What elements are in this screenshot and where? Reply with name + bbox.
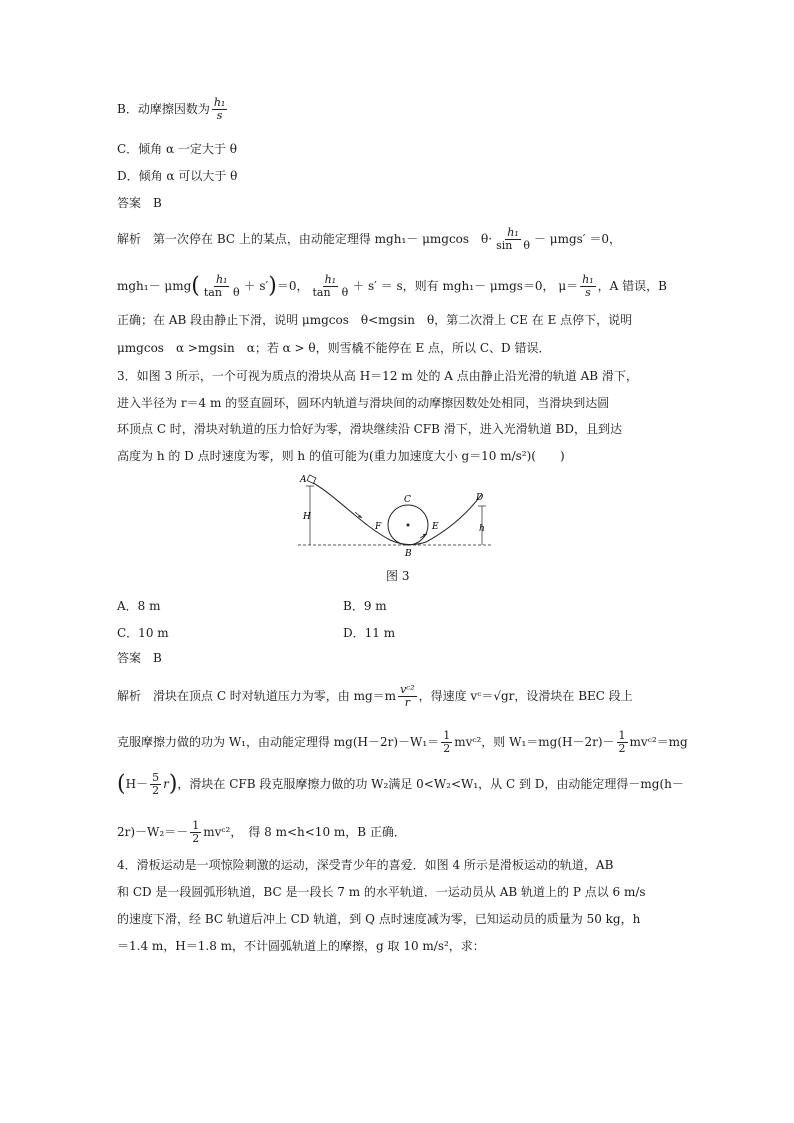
label-D: D — [476, 493, 484, 503]
q3-stem-line-1: 3．如图 3 所示，一个可视为质点的滑块从高 H＝12 m 处的 A 点由静止沿光滑的轨道 AB 滑下， — [117, 369, 638, 383]
q3-solution-line-4: 2r)－W₂＝－ $\frac{1}{2}$ mvᶜ²， 得 8 m<h<10 m，B 正确． — [117, 819, 406, 845]
q3-option-d: D．11 m — [343, 626, 396, 640]
q3-option-c: C．10 m — [117, 626, 169, 640]
q2-option-d: D．倾角 α 可以大于 θ — [117, 169, 238, 183]
q4-stem-line-3: 的速度下滑，经 BC 轨道后冲上 CD 轨道，到 Q 点时速度减为零，已知运动员的质量为 50 kg，h — [117, 912, 641, 926]
fraction: $\frac{5}{2}$ — [152, 771, 160, 797]
label-H: H — [303, 512, 311, 522]
q2-option-b: B．动摩擦因数为 $\frac{\text{h₁}}{s}$ — [117, 96, 226, 122]
q3-stem-line-2: 进入半径为 r＝4 m 的竖直圆环，圆环内轨道与滑块间的动摩擦因数处处相同，当滑块到达圆 — [117, 396, 610, 410]
label-B: B — [405, 549, 412, 559]
q3-option-b: B．9 m — [343, 599, 387, 613]
label-A: A — [300, 475, 307, 485]
loop-center — [407, 524, 410, 527]
fraction: $\frac{\text{h₁}}{\text{tan θ}}$ — [203, 273, 240, 299]
q2-solution-line-3: 正确；在 AB 段由静止下滑，说明 μmgcos θ<mgsin θ，第二次滑上 CE 在 E 点停下，说明 — [117, 313, 633, 327]
fraction: $\frac{\text{vᶜ²}}{r}$ — [400, 683, 415, 709]
figure-3-caption: 图 3 — [386, 569, 410, 583]
q3-answer: 答案 B — [117, 651, 162, 665]
q2-solution-line-4: μmgcos α >mgsin α；若 α > θ，则雪橇不能停在 E 点，所以 C、D 错误． — [117, 341, 551, 355]
q3-option-a: A．8 m — [117, 599, 161, 613]
q2-solution-line-1: 解析 第一次停在 BC 上的某点，由动能定理得 mgh₁－ μmgcos θ· $\frac{\text{h₁}}{\text{sin θ}}$ － μmgs′ ＝0， — [117, 226, 621, 252]
fraction: $\frac{1}{2}$ — [443, 729, 451, 755]
q4-stem-line-4: ＝1.4 m，H＝1.8 m，不计圆弧轨道上的摩擦，g 取 10 m/s²，求： — [117, 939, 485, 953]
fraction: $\frac{\text{h₁}}{\text{tan θ}}$ — [312, 273, 349, 299]
arrowhead — [423, 534, 427, 537]
label-E: E — [432, 522, 439, 532]
label-F: F — [375, 522, 382, 532]
label-h: h — [479, 524, 485, 534]
q2-option-c: C．倾角 α 一定大于 θ — [117, 142, 237, 156]
q3-solution-line-3: (H－ $\frac{5}{2}$ r)，滑块在 CFB 段克服摩擦力做的功 W₂满足 0<W₂<W₁，从 C 到 D，由动能定理得－mg(h－ — [117, 771, 684, 797]
q4-stem-line-2: 和 CD 是一段圆弧形轨道，BC 是一段长 7 m 的水平轨道．一运动员从 AB 轨道上的 P 点以 6 m/s — [117, 885, 646, 899]
fraction: $\frac{\text{h₁}}{s}$ — [213, 96, 226, 122]
q3-solution-line-1: 解析 滑块在顶点 C 时对轨道压力为零，由 mg＝m $\frac{\text{vᶜ²}}{r}$ ，得速度 vᶜ＝√gr，设滑块在 BEC 段上 — [117, 683, 633, 709]
fraction: $\frac{1}{2}$ — [192, 819, 200, 845]
fraction: $\frac{\text{h₁}}{\text{sin θ}}$ — [496, 226, 530, 252]
q3-stem-line-3: 环顶点 C 时，滑块对轨道的压力恰好为零，滑块继续沿 CFB 滑下，进入光滑轨道 BD，且到达 — [117, 422, 623, 436]
q2-answer: 答案 B — [117, 196, 162, 210]
slider-block — [307, 475, 316, 483]
q3-stem-line-4: 高度为 h 的 D 点时速度为零，则 h 的值可能为(重力加速度大小 g＝10 m/s²)( ) — [117, 449, 565, 463]
q3-solution-line-2: 克服摩擦力做的功为 W₁，由动能定理得 mg(H－2r)－W₁＝ $\frac{1}{2}$ mvᶜ²，则 W₁＝mg(H－2r)－ $\frac{1}{2}$ mvᶜ²＝mg — [117, 729, 688, 755]
figure-3-diagram — [290, 472, 500, 560]
fraction: $\frac{\text{h₁}}{s}$ — [582, 273, 594, 299]
label-C: C — [404, 495, 411, 505]
q2-solution-line-2: mgh₁－ μmg( $\frac{\text{h₁}}{\text{tan θ}}$ ＋ s′)＝0， $\frac{\text{h₁}}{\text{tan θ}}$ ＋ s′ ＝ s，则有 mgh₁－ μmgs＝0， μ＝ $\frac{\text{h₁}}{s}$ ，A 错误，B — [117, 273, 667, 299]
track-curve — [308, 480, 482, 545]
fraction: $\frac{1}{2}$ — [618, 729, 626, 755]
q4-stem-line-1: 4．滑板运动是一项惊险刺激的运动，深受青少年的喜爱．如图 4 所示是滑板运动的轨道，AB — [117, 858, 614, 872]
